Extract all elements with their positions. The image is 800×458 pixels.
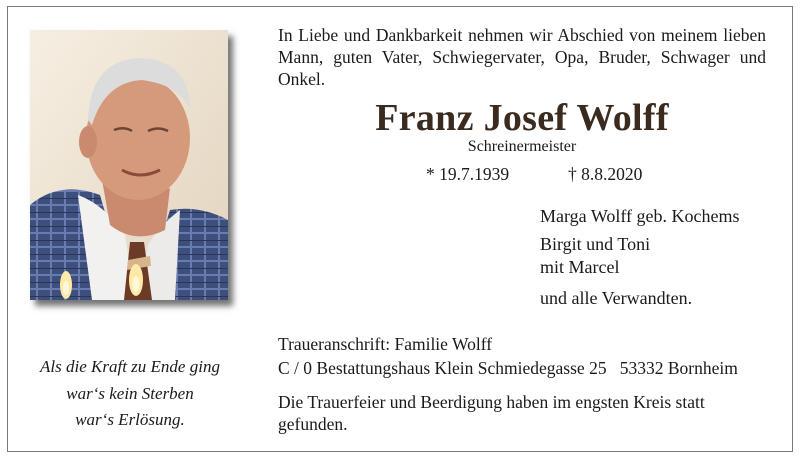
intro-text: In Liebe und Dankbarkeit nehmen wir Abschied von meinem lieben Mann, guten Vater, Schwiegervater, Opa, Bruder, Schwager und Onkel. — [278, 25, 766, 89]
verse-line: war‘s kein Sterben — [66, 384, 194, 403]
verse-line: war‘s Erlösung. — [75, 410, 185, 429]
mourner-line: und alle Verwandten. — [540, 288, 693, 308]
verse-line: Als die Kraft zu Ende ging — [40, 357, 220, 376]
mourner-line: mit Marcel — [540, 257, 620, 277]
funeral-note: Die Trauerfeier und Beerdigung haben im engsten Kreis statt gefunden. — [278, 392, 705, 434]
deceased-profession: Schreinermeister — [467, 138, 577, 155]
portrait-photo — [30, 30, 228, 300]
mourner-line: Marga Wolff geb. Kochems — [540, 206, 740, 226]
birth-date: * 19.7.1939 — [426, 164, 510, 184]
mourner-line: Birgit und Toni — [540, 234, 651, 254]
address-line: C / 0 Bestattungshaus Klein Schmiedegasse 25 53332 Bornheim — [278, 358, 738, 378]
death-date: † 8.8.2020 — [568, 164, 643, 184]
address-line: Traueranschrift: Familie Wolff — [278, 334, 493, 354]
deceased-name: Franz Josef Wolff — [375, 97, 669, 139]
